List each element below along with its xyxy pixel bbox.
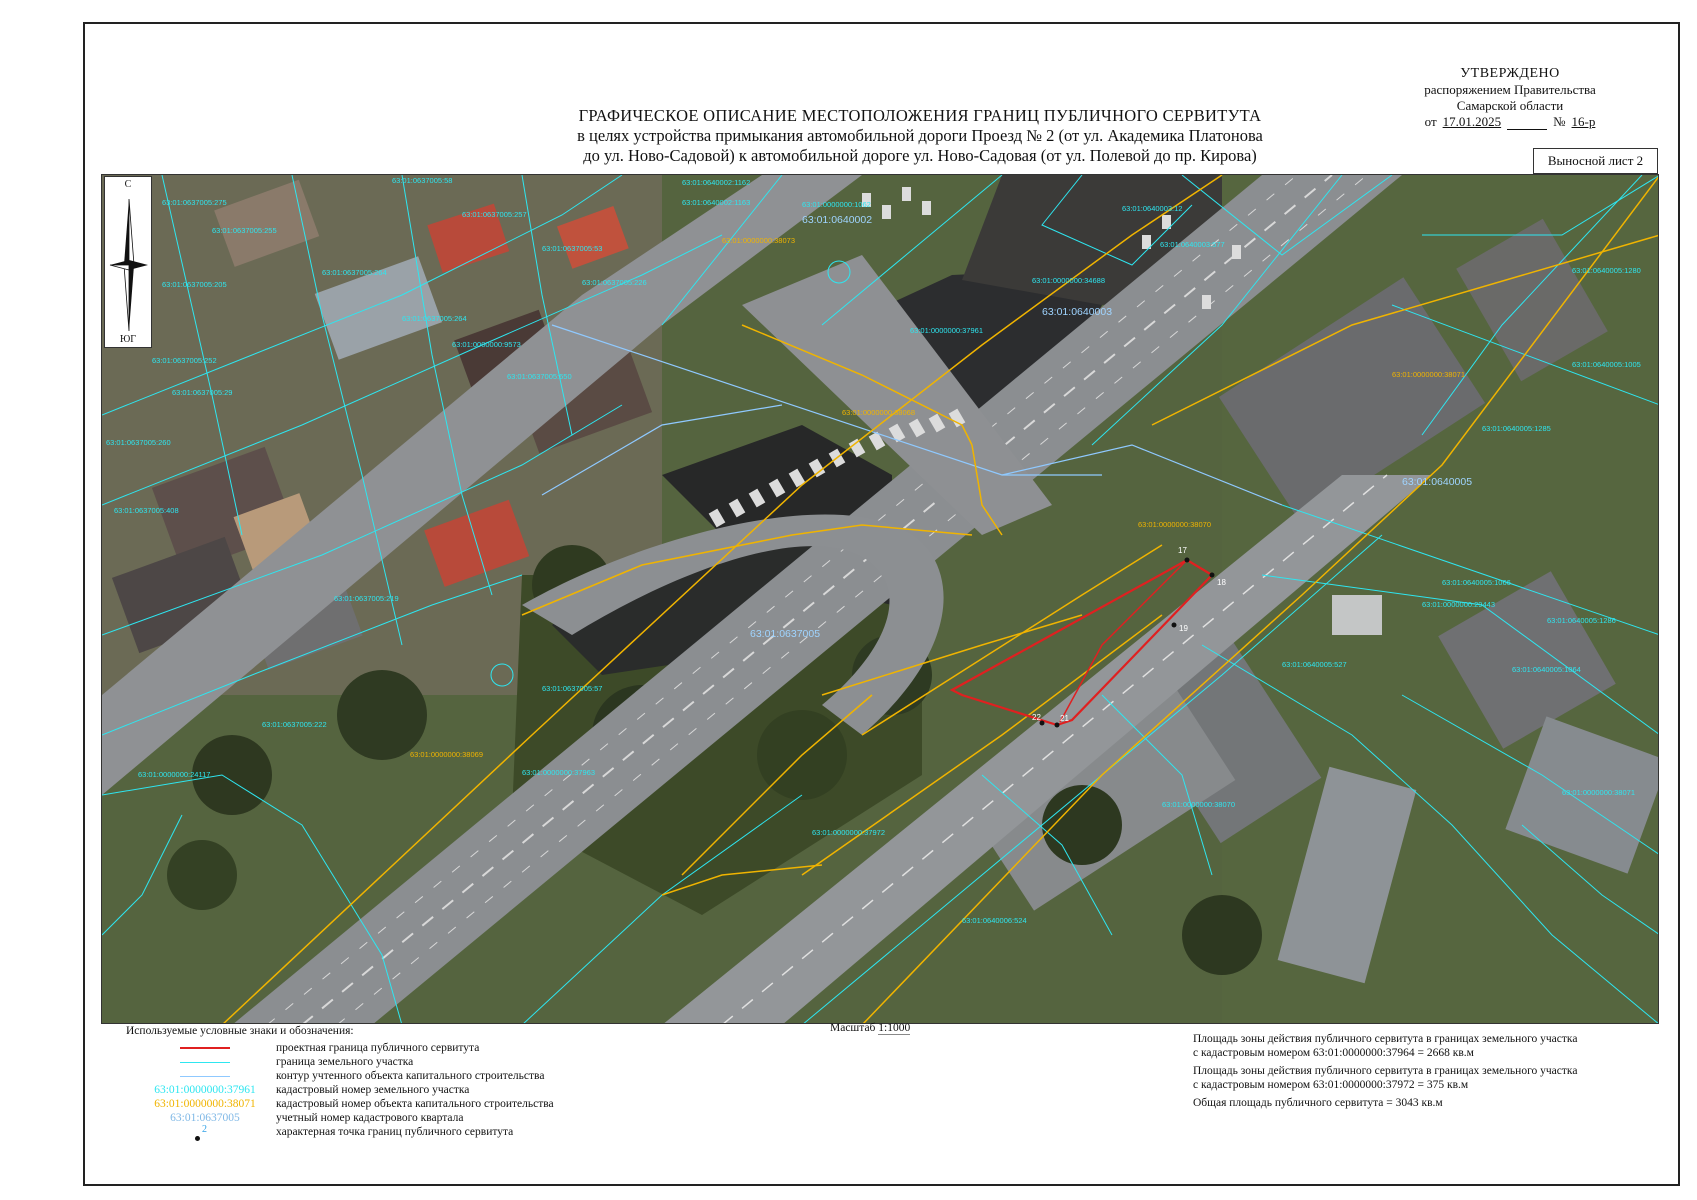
- legend-symbol: 2: [202, 1124, 207, 1135]
- quarter-label: 63:01:0640005: [1402, 476, 1473, 488]
- parcel-label: 63:01:0637005:29: [172, 388, 233, 397]
- legend-title: Используемые условные знаки и обозначения:: [126, 1025, 354, 1037]
- legend-text: контур учтенного объекта капитального строительства: [276, 1070, 545, 1082]
- approval-number-prefix: №: [1553, 114, 1566, 129]
- parcel-label: 63:01:0640002:1163: [682, 198, 751, 207]
- north-arrow: [104, 176, 152, 348]
- legend-symbol: 63:01:0000000:37961: [154, 1084, 256, 1096]
- area-summary: [1193, 1032, 1673, 1114]
- parcel-label: 63:01:0000000:1062: [802, 200, 871, 209]
- legend-text: кадастровый номер объекта капитального строительства: [276, 1098, 554, 1110]
- parcel-label: 63:01:0000000:34688: [1032, 276, 1105, 285]
- legend-row-parcel-number: [120, 1084, 600, 1098]
- parcel-label: 63:01:0637005:205: [162, 280, 227, 289]
- oks-label: 63:01:0000000:38068: [842, 408, 915, 417]
- scale-prefix: Масштаб: [830, 1022, 876, 1034]
- parcel-label: 63:01:0637005:226: [582, 278, 647, 287]
- oks-label: 63:01:0000000:38071: [1392, 370, 1465, 379]
- point-18: 18: [1217, 578, 1226, 587]
- parcel-label: 63:01:0640005:527: [1282, 660, 1347, 669]
- legend-row-parcel: [120, 1056, 600, 1070]
- quarter-label: 63:01:0640002: [802, 214, 873, 226]
- oks-label: 63:01:0000000:38073: [722, 236, 795, 245]
- parcel-label: 63:01:0637005:255: [212, 226, 277, 235]
- parcel-label: 63:01:0637005:260: [106, 438, 171, 447]
- legend-row-servitude: [120, 1042, 600, 1056]
- parcel-label: 63:01:0000000:37972: [812, 828, 885, 837]
- sheet-label: Выносной лист 2: [1533, 148, 1658, 174]
- legend-text: характерная точка границ публичного сервитута: [276, 1126, 514, 1138]
- area-total: Общая площадь публичного сервитута = 3043 кв.м: [1193, 1097, 1443, 1109]
- parcel-label: 63:01:0640006:524: [962, 916, 1027, 925]
- legend-symbol: 63:01:0000000:38071: [154, 1098, 256, 1110]
- parcel-label: 63:01:0640002:1162: [682, 178, 751, 187]
- approval-line1: распоряжением Правительства: [1424, 82, 1596, 97]
- parcel-label: 63:01:0000000:38070: [1162, 800, 1235, 809]
- parcel-label: 63:01:0637005:257: [462, 210, 527, 219]
- parcel-label: 63:01:0637005:252: [152, 356, 217, 365]
- scale-value: 1:1000: [878, 1022, 911, 1034]
- parcel-label: 63:01:0637005:408: [114, 506, 179, 515]
- compass-north-label: С: [124, 179, 132, 190]
- legend-row-oks-number: [120, 1098, 600, 1112]
- parcel-label: 63:01:0640005:1285: [1482, 424, 1551, 433]
- area1-line1: Площадь зоны действия публичного сервитута в границах земельного участка: [1193, 1033, 1578, 1045]
- point-19: 19: [1179, 624, 1188, 633]
- legend-text: кадастровый номер земельного участка: [276, 1084, 470, 1096]
- approval-date: 17.01.2025: [1442, 114, 1502, 129]
- parcel-label: 63:01:0637005:275: [162, 198, 227, 207]
- approval-number: 16-р: [1571, 114, 1596, 129]
- parcel-label: 63:01:0637005:264: [322, 268, 387, 277]
- oks-label: 63:01:0000000:38069: [410, 750, 483, 759]
- area2-line2: с кадастровым номером 63:01:0000000:37972 = 375 кв.м: [1193, 1079, 1469, 1091]
- parcel-label: 63:01:0640003:12: [1122, 204, 1183, 213]
- title-line1: ГРАФИЧЕСКОЕ ОПИСАНИЕ МЕСТОПОЛОЖЕНИЯ ГРАНИЦ ПУБЛИЧНОГО СЕРВИТУТА: [578, 106, 1262, 125]
- parcel-label: 63:01:0000000:37961: [910, 326, 983, 335]
- quarter-label: 63:01:0640003: [1042, 306, 1113, 318]
- area2-line1: Площадь зоны действия публичного сервитута в границах земельного участка: [1193, 1065, 1578, 1077]
- parcel-label: 63:01:0637005:219: [334, 594, 399, 603]
- parcel-label: 63:01:0637005:222: [262, 720, 327, 729]
- legend-row-building: [120, 1070, 600, 1084]
- parcel-label: 63:01:0640005:1064: [1512, 665, 1581, 674]
- parcel-label: 63:01:0637005:57: [542, 684, 603, 693]
- point-22: 22: [1032, 713, 1041, 722]
- parcel-label: 63:01:0637005:58: [392, 176, 453, 185]
- legend-text: проектная граница публичного сервитута: [276, 1042, 480, 1054]
- title-line3: до ул. Ново-Садовой) к автомобильной дороге ул. Ново-Садовая (от ул. Полевой до пр. Кирова): [583, 146, 1257, 165]
- approval-date-prefix: от: [1424, 114, 1437, 129]
- approval-heading: УТВЕРЖДЕНО: [1460, 66, 1560, 81]
- legend-text: учетный номер кадастрового квартала: [276, 1112, 464, 1124]
- parcel-label: 63:01:0640005:1066: [1442, 578, 1511, 587]
- parcel-label: 63:01:0000000:38071: [1562, 788, 1635, 797]
- parcel-label: 63:01:0000000:29443: [1422, 600, 1495, 609]
- legend-row-point: [120, 1126, 600, 1150]
- parcel-label: 63:01:0640003:577: [1160, 240, 1225, 249]
- parcel-label: 63:01:0637005:53: [542, 244, 603, 253]
- parcel-label: 63:01:0640005:1005: [1572, 360, 1641, 369]
- approval-line2: Самарской области: [1456, 98, 1564, 113]
- map-svg: [102, 175, 1659, 1024]
- area1-line2: с кадастровым номером 63:01:0000000:37964 = 2668 кв.м: [1193, 1047, 1474, 1059]
- parcel-label: 63:01:0000000:9573: [452, 340, 521, 349]
- point-17: 17: [1178, 546, 1187, 555]
- oks-label: 63:01:0000000:38070: [1138, 520, 1211, 529]
- parcel-label: 63:01:0637005:650: [507, 372, 572, 381]
- point-21: 21: [1060, 714, 1069, 723]
- map-area[interactable]: [101, 174, 1659, 1024]
- legend-symbol: 63:01:0637005: [170, 1112, 240, 1124]
- legend-text: граница земельного участка: [276, 1056, 414, 1068]
- compass-arrow-icon: [106, 195, 152, 335]
- map-scale: [830, 1022, 910, 1034]
- parcel-label: 63:01:0640005:1280: [1572, 266, 1641, 275]
- parcel-label: 63:01:0000000:24117: [138, 770, 211, 779]
- legend: [120, 1042, 600, 1150]
- legend-point-marker-icon: [195, 1136, 200, 1141]
- parcel-label: 63:01:0000000:37963: [522, 768, 595, 777]
- document-title: [420, 106, 1420, 166]
- parcel-label: 63:01:0637005:264: [402, 314, 467, 323]
- parcel-label: 63:01:0640005:1286: [1547, 616, 1616, 625]
- title-line2: в целях устройства примыкания автомобильной дороги Проезд № 2 (от ул. Академика Платонова: [577, 126, 1263, 145]
- quarter-label: 63:01:0637005: [750, 628, 821, 640]
- compass-south-label: ЮГ: [119, 334, 137, 345]
